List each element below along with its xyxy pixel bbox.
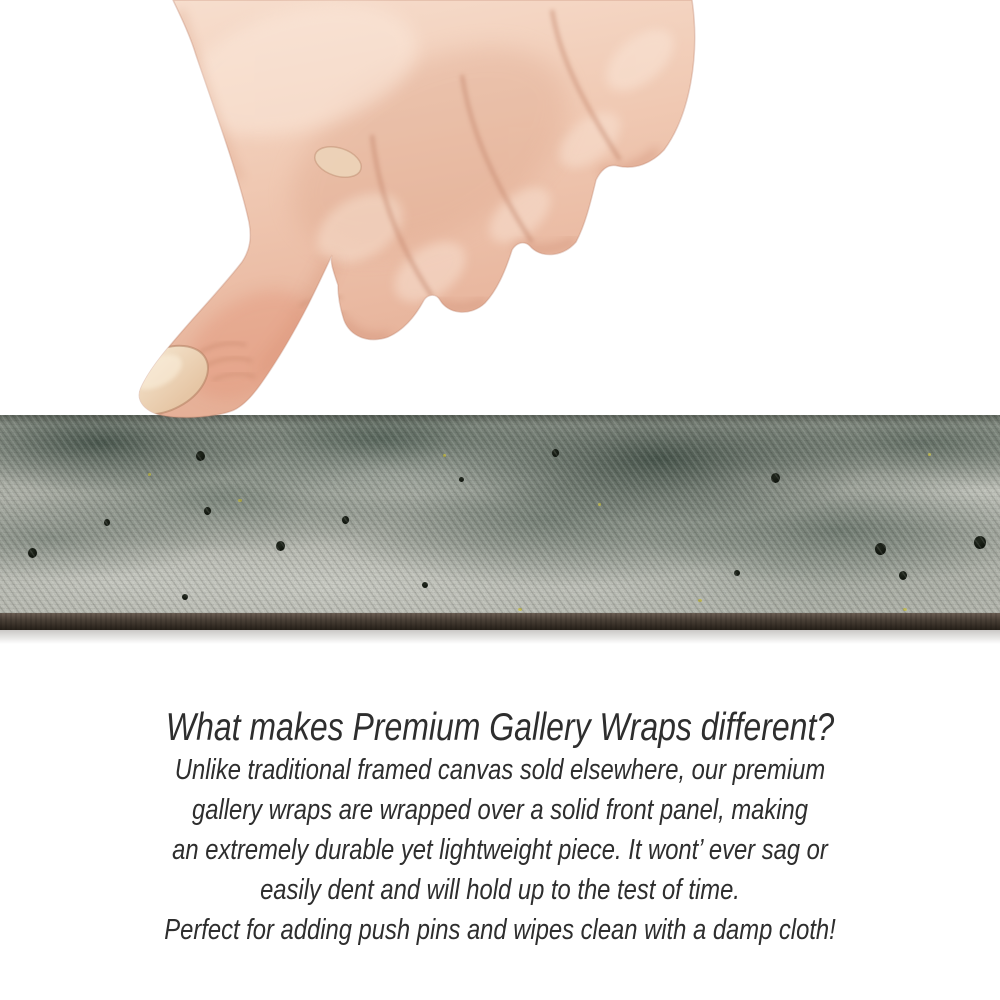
body-line-1: Unlike traditional framed canvas sold elsewhere, our premium — [174, 754, 826, 786]
hand-photo — [0, 0, 1000, 422]
canvas-hole-dot — [104, 519, 110, 526]
marketing-text-block — [90, 706, 910, 950]
canvas-strip-photo — [0, 415, 1000, 630]
canvas-hole-dot — [734, 570, 740, 576]
canvas-hole-dot — [276, 541, 285, 551]
canvas-hole-dot — [182, 594, 188, 600]
headline: What makes Premium Gallery Wraps different? — [165, 706, 835, 749]
paint-speck — [238, 499, 242, 502]
canvas-weave-texture — [0, 415, 1000, 613]
body-line-4: easily dent and will hold up to the test of time. — [260, 874, 740, 906]
canvas-hole-dot — [974, 536, 986, 549]
paint-speck — [903, 608, 907, 611]
canvas-hole-dot — [459, 477, 464, 482]
strip-drop-shadow — [0, 630, 1000, 644]
paint-speck — [443, 454, 446, 457]
paint-speck — [148, 473, 151, 476]
canvas-texture — [0, 415, 1000, 613]
paint-speck — [928, 453, 931, 456]
canvas-bottom-edge — [0, 613, 1000, 630]
canvas-hole-dot — [204, 507, 211, 515]
paint-speck — [698, 599, 702, 602]
body-line-2: gallery wraps are wrapped over a solid front panel, making — [192, 794, 808, 826]
body-line-5: Perfect for adding push pins and wipes clean with a damp cloth! — [164, 914, 836, 946]
canvas-hole-dot — [28, 548, 37, 558]
canvas-hole-dot — [196, 451, 205, 461]
canvas-hole-dot — [342, 516, 349, 524]
body-line-3: an extremely durable yet lightweight piece. It wont’ ever sag or — [172, 834, 828, 866]
canvas-hole-dot — [422, 582, 428, 588]
canvas-hole-dot — [899, 571, 907, 580]
paint-speck — [598, 503, 601, 506]
canvas-hole-dot — [552, 449, 559, 457]
canvas-hole-dot — [771, 473, 780, 483]
canvas-hole-dot — [875, 543, 886, 555]
paint-speck — [518, 608, 522, 611]
